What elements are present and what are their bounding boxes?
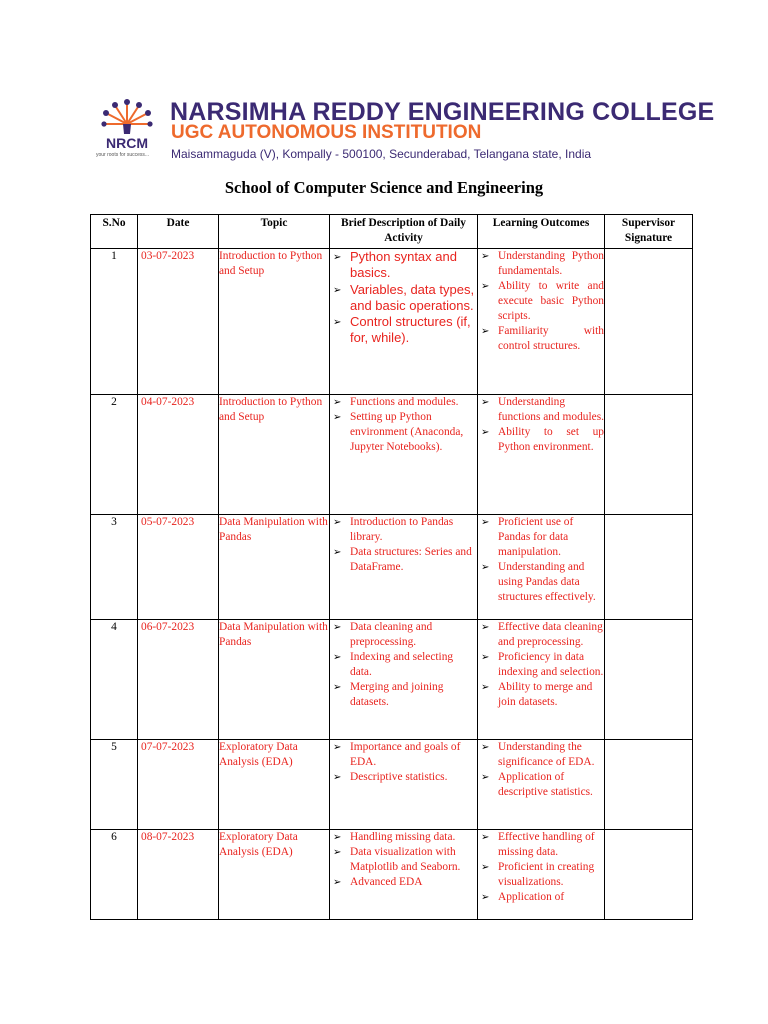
list-item: ➢ Ability to set up Python environment. bbox=[481, 426, 604, 453]
list-item: ➢ Data cleaning and preprocessing. bbox=[333, 621, 433, 648]
list-item: ➢ Application of bbox=[481, 891, 565, 903]
activity-cell bbox=[330, 249, 478, 395]
outcomes-cell bbox=[478, 620, 605, 740]
arrow-bullet-icon: ➢ bbox=[481, 652, 490, 663]
arrow-bullet-icon: ➢ bbox=[333, 397, 342, 408]
svg-text:NRCM: NRCM bbox=[106, 135, 148, 151]
logo-tagline: your roots for success... bbox=[96, 152, 150, 158]
arrow-bullet-icon: ➢ bbox=[481, 251, 490, 262]
arrow-bullet-icon: ➢ bbox=[481, 892, 490, 903]
topic-cell: Data Manipulation with Pandas bbox=[219, 515, 330, 620]
table-row bbox=[91, 249, 693, 395]
header-date: Date bbox=[138, 215, 219, 249]
date-cell: 06-07-2023 bbox=[138, 620, 219, 740]
sno-cell: 5 bbox=[91, 740, 138, 830]
signature-cell bbox=[605, 740, 693, 830]
topic-cell: Introduction to Python and Setup bbox=[219, 395, 330, 515]
outcomes-cell bbox=[478, 830, 605, 920]
arrow-bullet-icon: ➢ bbox=[333, 742, 342, 753]
outcomes-cell bbox=[478, 515, 605, 620]
list-item: ➢ Introduction to Pandas library. bbox=[333, 516, 454, 543]
arrow-bullet-icon: ➢ bbox=[481, 427, 490, 438]
college-name: NARSIMHA REDDY ENGINEERING COLLEGE bbox=[170, 98, 715, 126]
list-item: ➢ Handling missing data. bbox=[333, 831, 456, 843]
college-address: Maisammaguda (V), Kompally - 500100, Secunderabad, Telangana state, India bbox=[171, 147, 592, 161]
table-row bbox=[91, 515, 693, 620]
outcomes-cell bbox=[478, 249, 605, 395]
activity-cell bbox=[330, 620, 478, 740]
header-sno: S.No bbox=[91, 215, 138, 249]
arrow-bullet-icon: ➢ bbox=[333, 652, 342, 663]
list-item: ➢ Data structures: Series and DataFrame. bbox=[333, 546, 472, 573]
header-signature: Supervisor Signature bbox=[605, 215, 693, 249]
college-subtitle: UGC AUTONOMOUS INSTITUTION bbox=[171, 122, 482, 143]
date-cell: 07-07-2023 bbox=[138, 740, 219, 830]
sno-cell: 2 bbox=[91, 395, 138, 515]
arrow-bullet-icon: ➢ bbox=[481, 397, 490, 408]
arrow-bullet-icon: ➢ bbox=[333, 547, 342, 558]
outcomes-cell bbox=[478, 395, 605, 515]
list-item: ➢ Proficient use of Pandas for data manipulation. bbox=[481, 516, 574, 558]
signature-cell bbox=[605, 620, 693, 740]
letterhead bbox=[92, 96, 715, 164]
activity-cell bbox=[330, 395, 478, 515]
list-item: ➢ Python syntax and basics. bbox=[333, 249, 457, 281]
list-item: ➢ Data visualization with Matplotlib and Seaborn. bbox=[333, 846, 461, 873]
table-row bbox=[91, 620, 693, 740]
table-row bbox=[91, 395, 693, 515]
list-item: ➢ Control structures (if, for, while). bbox=[333, 314, 471, 346]
arrow-bullet-icon: ➢ bbox=[333, 832, 342, 843]
list-item: ➢ Proficiency in data indexing and selection. bbox=[481, 651, 604, 678]
topic-cell: Data Manipulation with Pandas bbox=[219, 620, 330, 740]
list-item: ➢ Application of descriptive statistics. bbox=[481, 771, 593, 798]
list-item: ➢ Effective data cleaning and preprocessing. bbox=[481, 621, 603, 648]
activity-cell bbox=[330, 740, 478, 830]
list-item: ➢ Indexing and selecting data. bbox=[333, 651, 454, 678]
list-item: ➢ Variables, data types, and basic operations. bbox=[333, 281, 475, 313]
arrow-bullet-icon: ➢ bbox=[333, 877, 342, 888]
arrow-bullet-icon: ➢ bbox=[333, 772, 342, 783]
signature-cell bbox=[605, 395, 693, 515]
arrow-bullet-icon: ➢ bbox=[333, 317, 342, 329]
table-header-row bbox=[91, 215, 693, 249]
arrow-bullet-icon: ➢ bbox=[333, 252, 342, 263]
table-row bbox=[91, 740, 693, 830]
date-cell: 04-07-2023 bbox=[138, 395, 219, 515]
list-item: ➢ Understanding the significance of EDA. bbox=[481, 741, 595, 768]
list-item: ➢ Descriptive statistics. bbox=[333, 771, 448, 783]
arrow-bullet-icon: ➢ bbox=[481, 832, 490, 843]
table-row bbox=[91, 830, 693, 920]
arrow-bullet-icon: ➢ bbox=[333, 412, 342, 423]
school-title: School of Computer Science and Engineering bbox=[224, 178, 544, 197]
sno-cell: 6 bbox=[91, 830, 138, 920]
list-item: ➢ Importance and goals of EDA. bbox=[333, 741, 461, 768]
arrow-bullet-icon: ➢ bbox=[481, 772, 490, 783]
list-item: ➢ Understanding and using Pandas data structures effectively. bbox=[481, 561, 596, 603]
arrow-bullet-icon: ➢ bbox=[481, 517, 490, 528]
arrow-bullet-icon: ➢ bbox=[333, 682, 342, 693]
arrow-bullet-icon: ➢ bbox=[481, 281, 490, 292]
list-item: ➢ Setting up Python environment (Anaconda, Jupyter Notebooks). bbox=[333, 411, 464, 453]
date-cell: 08-07-2023 bbox=[138, 830, 219, 920]
activity-table bbox=[90, 214, 693, 920]
sno-cell: 4 bbox=[91, 620, 138, 740]
outcomes-cell bbox=[478, 740, 605, 830]
list-item: ➢ Understanding Python fundamentals. bbox=[481, 250, 604, 277]
activity-cell bbox=[330, 830, 478, 920]
sno-cell: 3 bbox=[91, 515, 138, 620]
list-item: ➢ Ability to write and execute basic Python scripts. bbox=[481, 280, 604, 322]
list-item: ➢ Familiarity with control structures. bbox=[481, 325, 604, 352]
list-item: ➢ Understanding functions and modules. bbox=[481, 396, 604, 423]
list-item: ➢ Functions and modules. bbox=[333, 396, 459, 408]
signature-cell bbox=[605, 515, 693, 620]
arrow-bullet-icon: ➢ bbox=[481, 742, 490, 753]
arrow-bullet-icon: ➢ bbox=[333, 847, 342, 858]
header-outcomes: Learning Outcomes bbox=[478, 215, 605, 249]
list-item: ➢ Ability to merge and join datasets. bbox=[481, 681, 593, 708]
signature-cell bbox=[605, 830, 693, 920]
activity-cell bbox=[330, 515, 478, 620]
arrow-bullet-icon: ➢ bbox=[481, 562, 490, 573]
header-activity: Brief Description of Daily Activity bbox=[330, 215, 478, 249]
arrow-bullet-icon: ➢ bbox=[333, 517, 342, 528]
list-item: ➢ Proficient in creating visualizations. bbox=[481, 861, 595, 888]
arrow-bullet-icon: ➢ bbox=[481, 682, 490, 693]
arrow-bullet-icon: ➢ bbox=[333, 284, 342, 296]
signature-cell bbox=[605, 249, 693, 395]
header-topic: Topic bbox=[219, 215, 330, 249]
arrow-bullet-icon: ➢ bbox=[333, 622, 342, 633]
date-cell: 05-07-2023 bbox=[138, 515, 219, 620]
arrow-bullet-icon: ➢ bbox=[481, 622, 490, 633]
arrow-bullet-icon: ➢ bbox=[481, 862, 490, 873]
list-item: ➢ Advanced EDA bbox=[333, 876, 423, 888]
list-item: ➢ Effective handling of missing data. bbox=[481, 831, 595, 858]
date-cell: 03-07-2023 bbox=[138, 249, 219, 395]
topic-cell: Introduction to Python and Setup bbox=[219, 249, 330, 395]
topic-cell: Exploratory Data Analysis (EDA) bbox=[219, 830, 330, 920]
topic-cell: Exploratory Data Analysis (EDA) bbox=[219, 740, 330, 830]
arrow-bullet-icon: ➢ bbox=[481, 326, 490, 337]
sno-cell: 1 bbox=[91, 249, 138, 395]
list-item: ➢ Merging and joining datasets. bbox=[333, 681, 444, 708]
